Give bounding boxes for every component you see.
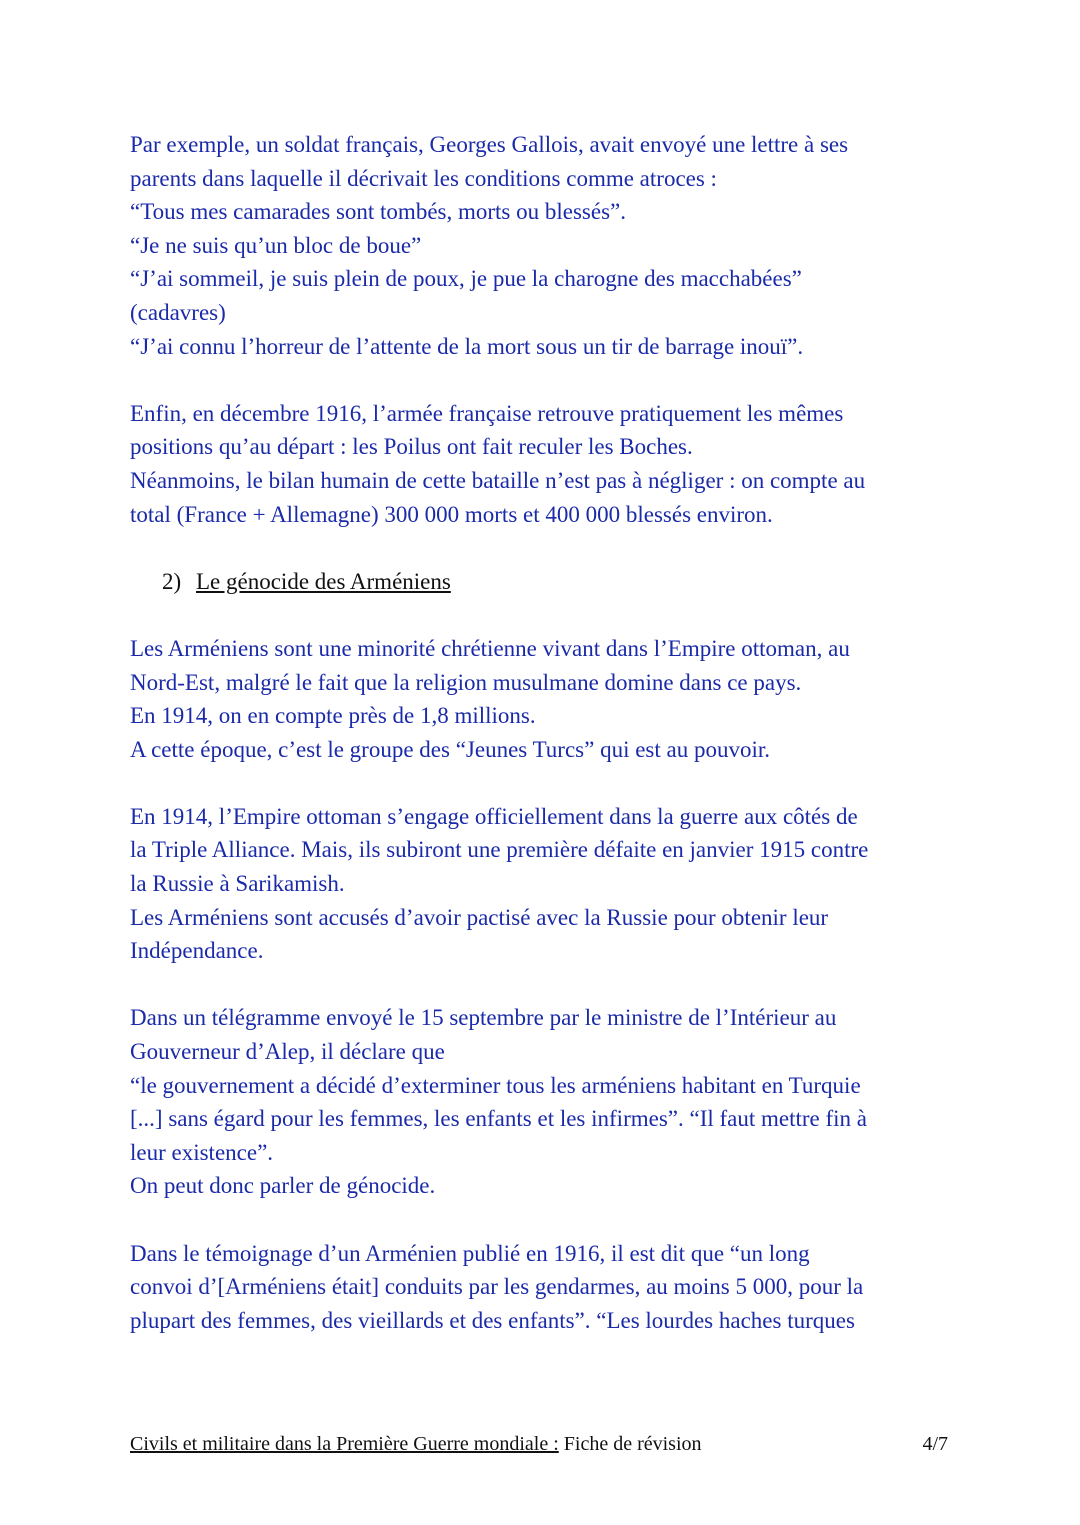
text-line: “J’ai connu l’horreur de l’attente de la mort sous un tir de barrage inouï”. [130,333,804,359]
page-content [130,128,960,1371]
text-line: la Russie à Sarikamish. [130,871,345,897]
text-line: Nord-Est, malgré le fait que la religion musulmane domine dans ce pays. [130,669,802,695]
text-line: parents dans laquelle il décrivait les conditions comme atroces : [130,165,717,191]
text-line: “J’ai sommeil, je suis plein de poux, je pue la charogne des macchabées” [130,266,802,292]
paragraph-ottoman-war [130,800,960,968]
text-line: Les Arméniens sont une minorité chrétienne vivant dans l’Empire ottoman, au [130,635,850,661]
page-footer [130,1430,948,1458]
text-line: leur existence”. [130,1139,274,1165]
text-line: convoi d’[Arméniens était] conduits par les gendarmes, au moins 5 000, pour la [130,1274,864,1300]
paragraph-verdun-outcome [130,397,960,531]
text-line: On peut donc parler de génocide. [130,1173,436,1199]
paragraph-testimony [130,1237,960,1338]
text-line: Enfin, en décembre 1916, l’armée française retrouve pratiquement les mêmes [130,400,844,426]
page-number: 4/7 [922,1433,948,1455]
text-line: (cadavres) [130,299,226,325]
section-title: Le génocide des Arméniens [196,568,451,594]
footer-doc-type: Fiche de révision [558,1433,702,1455]
text-line: “Je ne suis qu’un bloc de boue” [130,232,422,258]
text-line: A cette époque, c’est le groupe des “Jeunes Turcs” qui est au pouvoir. [130,736,771,762]
text-line: En 1914, on en compte près de 1,8 millions. [130,703,536,729]
paragraph-telegram [130,1001,960,1203]
paragraph-gallois-letter [130,128,960,363]
text-line: la Triple Alliance. Mais, ils subiront une première défaite en janvier 1915 contre [130,837,869,863]
text-line: Par exemple, un soldat français, Georges Gallois, avait envoyé une lettre à ses [130,132,849,157]
footer-subject: Civils et militaire dans la Première Guerre mondiale : [130,1433,559,1455]
section-heading [162,565,960,599]
text-line: Dans le témoignage d’un Arménien publié en 1916, il est dit que “un long [130,1240,810,1266]
paragraph-armenians-intro [130,632,960,766]
text-line: Les Arméniens sont accusés d’avoir pactisé avec la Russie pour obtenir leur [130,904,829,930]
text-line: plupart des femmes, des vieillards et des enfants”. “Les lourdes haches turques [130,1307,855,1333]
section-number: 2) [162,568,182,594]
text-line: [...] sans égard pour les femmes, les enfants et les infirmes”. “Il faut mettre fin à [130,1106,868,1132]
text-line: “Tous mes camarades sont tombés, morts ou blessés”. [130,199,626,225]
text-line: total (France + Allemagne) 300 000 morts et 400 000 blessés environ. [130,501,773,527]
text-line: positions qu’au départ : les Poilus ont fait reculer les Boches. [130,434,693,460]
text-line: Gouverneur d’Alep, il déclare que [130,1039,445,1065]
text-line: Dans un télégramme envoyé le 15 septembre par le ministre de l’Intérieur au [130,1005,837,1031]
text-line: “le gouvernement a décidé d’exterminer tous les arméniens habitant en Turquie [130,1072,861,1098]
text-line: Néanmoins, le bilan humain de cette bataille n’est pas à négliger : on compte au [130,467,866,493]
text-line: En 1914, l’Empire ottoman s’engage officiellement dans la guerre aux côtés de [130,803,858,829]
text-line: Indépendance. [130,938,264,964]
